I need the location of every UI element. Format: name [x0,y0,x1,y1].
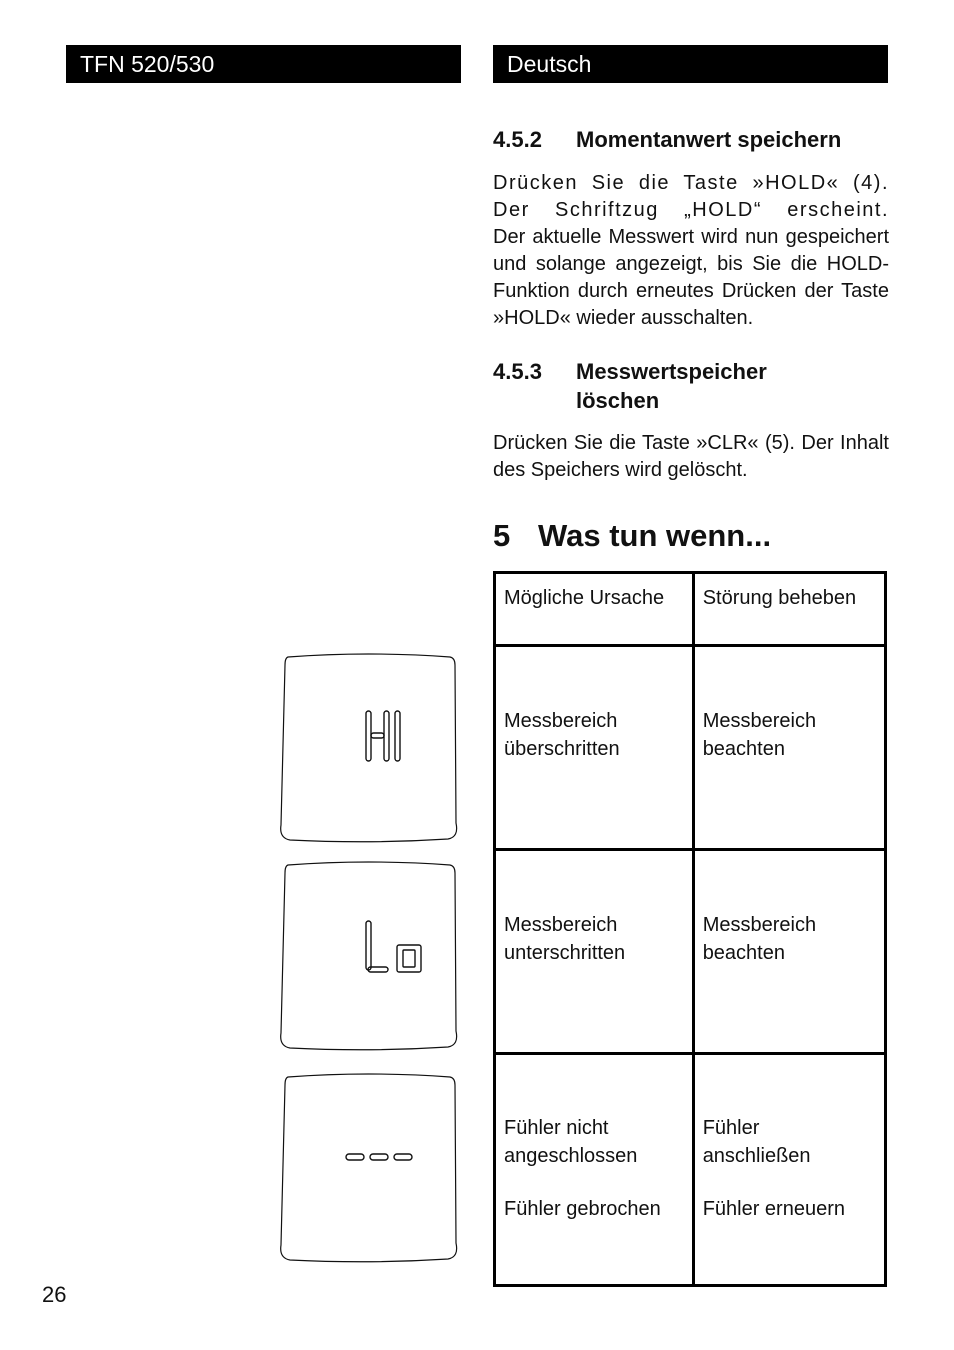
cell-line: unterschritten [504,942,626,964]
header-model: TFN 520/530 [66,45,461,83]
title-line: löschen [576,388,660,413]
cell-line: beachten [702,942,785,964]
section-4-5-3 [493,357,889,484]
text-rest: Der aktuelle Messwert wird nun gespeichert und solange angezeigt, bis Sie die HOLD-Funktion durch erneutes Drücken der Taste »HOLD« wieder ausschalten. [493,226,889,329]
page-number: 26 [42,1282,67,1307]
cause-cell [495,646,694,850]
chapter-title: Was tun wenn... [538,518,772,553]
cell-line: Messbereich [702,914,817,936]
cell-line: Messbereich [504,710,618,732]
section-title: Momentanwert speichern [576,127,842,152]
lcd-lo [278,861,462,1051]
cell-line: Messbereich [504,914,618,936]
table-row [495,850,886,1054]
cell-line: überschritten [504,738,620,760]
cell-line: Fühler gebrochen [504,1198,661,1220]
section-heading [493,125,889,154]
cell-line: Fühler erneuern [702,1198,845,1220]
fix-cell [693,1054,885,1286]
chapter-number: 5 [493,518,511,553]
table-header-row [495,573,886,646]
troubleshooting-table [493,571,887,1287]
cell-line: Messbereich [702,710,817,732]
title-line: Messwertspeicher [576,359,767,384]
cause-cell [495,1054,694,1286]
chapter-heading [493,516,889,556]
text-line: Der Schriftzug „HOLD“ erscheint. [493,199,889,221]
section-number: 4.5.2 [493,127,542,152]
section-number: 4.5.3 [493,359,542,384]
table-row [495,1054,886,1286]
section-heading [493,357,889,415]
fix-cell [693,646,885,850]
display-lo-icon [366,921,421,972]
lcd-dashes [278,1073,462,1263]
header-language: Deutsch [493,45,888,83]
cell-line: Fühler nicht [504,1117,609,1139]
display-dashes-icon [346,1154,412,1160]
header-cell: Mögliche Ursache [495,573,694,646]
cell-line: Fühler [702,1117,760,1139]
section-text: Drücken Sie die Taste »CLR« (5). Der Inhalt des Speichers wird gelöscht. [493,432,889,481]
section-text [493,170,889,332]
header-cell: Störung beheben [693,573,885,646]
section-title [576,357,889,415]
lcd-hi [278,653,462,843]
fix-cell [693,850,885,1054]
display-hi-icon [366,711,400,761]
cause-cell [495,850,694,1054]
cell-line: anschließen [702,1145,811,1167]
cell-line: angeschlossen [504,1145,638,1167]
section-5 [493,516,889,556]
section-4-5-2 [493,125,889,332]
cell-line: beachten [702,738,785,760]
table-row [495,646,886,850]
text-line: Drücken Sie die Taste »HOLD« (4). [493,172,889,194]
